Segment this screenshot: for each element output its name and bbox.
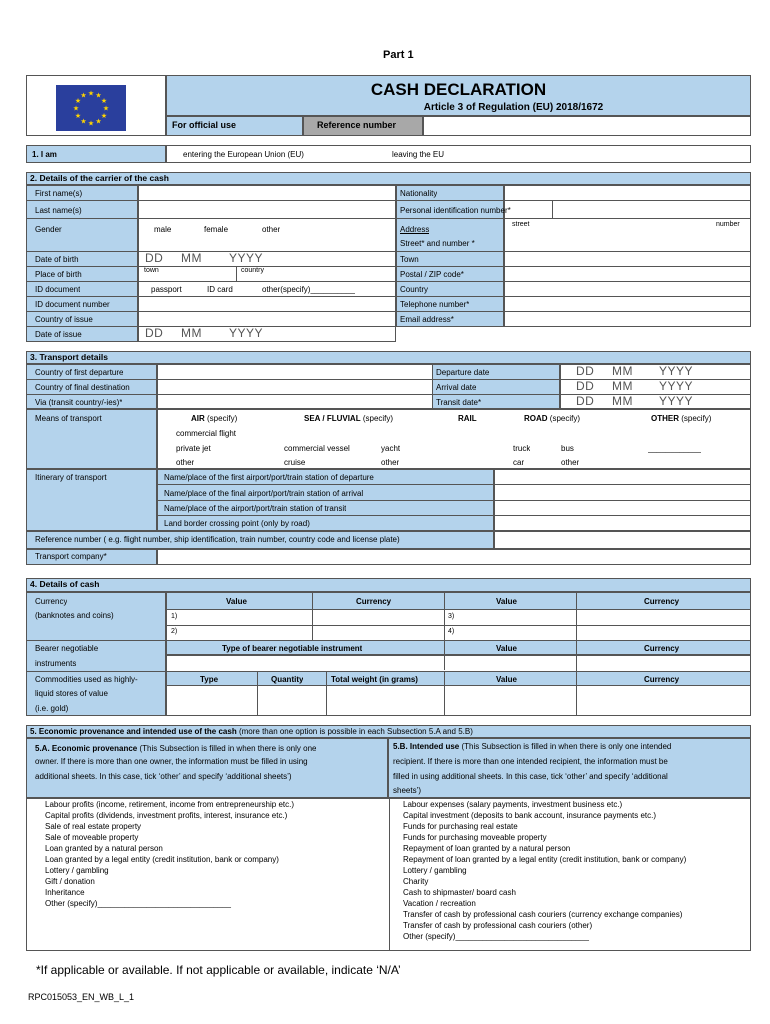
section3-body: [26, 364, 751, 565]
passport-option[interactable]: passport: [151, 285, 182, 294]
commodities-label-2: liquid stores of value: [35, 689, 108, 698]
issue-yyyy[interactable]: YYYY: [229, 326, 264, 340]
section5b-note1: (This Subsection is filled in when there is only one intended: [461, 742, 672, 751]
row-3-marker: 3): [448, 613, 455, 620]
intended-use-option[interactable]: Cash to shipmaster/ board cash: [403, 888, 516, 897]
address-label: Address: [400, 225, 430, 234]
section5-header-box: [26, 725, 751, 738]
commercial-vessel-option[interactable]: commercial vessel: [284, 444, 350, 453]
means-label: Means of transport: [35, 414, 102, 423]
final-destination-label: Country of final destination: [35, 383, 130, 392]
intended-use-option[interactable]: Funds for purchasing moveable property: [403, 833, 547, 842]
air-heading: AIR: [191, 414, 205, 423]
provenance-option[interactable]: Labour profits (income, retirement, income from entrepreneurship etc.): [45, 800, 294, 809]
dob-label: Date of birth: [35, 255, 79, 264]
arr-dd[interactable]: DD: [576, 379, 595, 393]
row-2-marker: 2): [171, 628, 178, 635]
commodities-label-1: Commodities used as highly-: [35, 675, 138, 684]
section1-label-box: [26, 145, 166, 163]
provenance-option[interactable]: Sale of real estate property: [45, 822, 142, 831]
comm-type-header: Type: [200, 675, 219, 684]
town-label: Town: [400, 255, 419, 264]
section1-label: 1. I am: [32, 150, 57, 159]
eu-star: ★: [95, 117, 102, 126]
other-road-option[interactable]: other: [561, 458, 580, 467]
yacht-option[interactable]: yacht: [381, 444, 401, 453]
road-specify: (specify): [549, 414, 581, 423]
transit-date-label: Transit date*: [436, 398, 482, 407]
pob-label: Place of birth: [35, 270, 82, 279]
issue-mm[interactable]: MM: [181, 326, 202, 340]
company-input[interactable]: [157, 549, 751, 565]
bni-label: Bearer negotiable: [35, 644, 99, 653]
eu-star: ★: [80, 117, 87, 126]
arr-mm[interactable]: MM: [612, 379, 633, 393]
s2-right-values: [504, 185, 751, 327]
transit-mm[interactable]: MM: [612, 394, 633, 408]
other-sea-option[interactable]: other: [381, 458, 400, 467]
intended-use-option[interactable]: Transfer of cash by professional cash couriers (other): [403, 921, 593, 930]
s2-left-values: [138, 185, 396, 342]
section2-body: [26, 185, 751, 342]
id-other-option[interactable]: other(specify)__________: [262, 285, 355, 294]
bni-type-header: Type of bearer negotiable instrument: [222, 644, 363, 653]
banknotes-label: (banknotes and coins): [35, 611, 114, 620]
section5-header: 5. Economic provenance and intended use of the cash: [30, 727, 237, 736]
section5b-head: [388, 738, 751, 798]
intended-use-list: [403, 799, 686, 942]
eu-star: ★: [72, 104, 80, 113]
commodities-label-3: (i.e. gold): [35, 704, 69, 713]
issue-dd[interactable]: DD: [145, 326, 164, 340]
sea-specify: (specify): [362, 414, 394, 423]
eu-star: ★: [100, 112, 108, 120]
postal-label: Postal / ZIP code*: [400, 270, 464, 279]
provenance-option[interactable]: Loan granted by a legal entity (credit institution, bank or company): [45, 855, 279, 864]
bus-option[interactable]: bus: [561, 444, 574, 453]
road-heading: ROAD: [524, 414, 548, 423]
country-issue-label: Country of issue: [35, 315, 93, 324]
number-field[interactable]: number: [716, 221, 740, 228]
sea-heading: SEA / FLUVIAL: [304, 414, 361, 423]
part-label: Part 1: [383, 49, 414, 61]
footnote: *If applicable or available. If not applicable or available, indicate ‘N/A’: [36, 963, 401, 977]
cruise-option[interactable]: cruise: [284, 458, 306, 467]
intended-use-option[interactable]: Repayment of loan granted by a legal entity (credit institution, bank or company): [403, 855, 687, 864]
itinerary-transit-label: Name/place of the airport/port/train station of transit: [164, 504, 347, 513]
air-specify: (specify): [207, 414, 238, 423]
car-option[interactable]: car: [513, 458, 525, 467]
reference-input[interactable]: [423, 116, 751, 136]
transit-yyyy[interactable]: YYYY: [659, 394, 694, 408]
eu-star: ★: [87, 119, 95, 128]
dep-dd[interactable]: DD: [576, 364, 595, 378]
provenance-list: [45, 799, 294, 909]
arrival-date-label: Arrival date: [436, 383, 477, 392]
reference-label: Reference number: [317, 120, 397, 130]
eu-star: ★: [74, 112, 82, 120]
comm-quantity-header: Quantity: [271, 675, 304, 684]
phone-label: Telephone number*: [400, 300, 470, 309]
comm-currency-header: Currency: [644, 675, 680, 684]
gender-other-option[interactable]: other: [262, 225, 281, 234]
currency-label: Currency: [35, 597, 68, 606]
pob-country[interactable]: country: [241, 267, 264, 274]
reference-box: [303, 116, 423, 136]
provenance-option[interactable]: Capital profits (dividends, investment profits, interest, insurance etc.): [45, 811, 288, 820]
bni-label-2: instruments: [35, 659, 77, 668]
dob-yyyy[interactable]: YYYY: [229, 251, 264, 265]
section5a-note2: owner. If there is more than one owner, the information must be filled in using: [35, 757, 308, 766]
value-header-2: Value: [496, 597, 517, 606]
provenance-option[interactable]: Sale of moveable property: [45, 833, 139, 842]
other-specify: (specify): [681, 414, 712, 423]
street-number-label: Street* and number *: [400, 239, 475, 248]
intended-use-option[interactable]: Lottery / gambling: [403, 866, 467, 875]
intended-use-option[interactable]: Other (specify)______________________________: [403, 932, 589, 941]
date-issue-label: Date of issue: [35, 330, 82, 339]
official-use-box: [166, 116, 303, 136]
section4-body: [26, 592, 751, 716]
id-card-option[interactable]: ID card: [207, 285, 233, 294]
dep-yyyy[interactable]: YYYY: [659, 364, 694, 378]
first-name-label: First name(s): [35, 189, 83, 198]
section3-header: 3. Transport details: [26, 351, 751, 364]
eu-star: ★: [74, 97, 82, 105]
comm-weight-header: Total weight (in grams): [331, 675, 418, 684]
intended-use-option[interactable]: Charity: [403, 877, 429, 886]
provenance-option[interactable]: Inheritance: [45, 888, 85, 897]
comm-value-header: Value: [496, 675, 517, 684]
other-air-option[interactable]: other: [176, 458, 195, 467]
private-jet-option[interactable]: private jet: [176, 444, 211, 453]
first-departure-label: Country of first departure: [35, 368, 124, 377]
eu-star: ★: [100, 97, 108, 105]
eu-star: ★: [87, 89, 95, 98]
itinerary-arrival-label: Name/place of the final airport/port/train station of arrival: [164, 489, 364, 498]
section1-options: [166, 145, 751, 163]
title-box: [166, 75, 751, 116]
rail-heading[interactable]: RAIL: [458, 414, 477, 423]
last-name-label: Last name(s): [35, 206, 82, 215]
company-label: Transport company*: [35, 552, 107, 561]
refnum-label: Reference number ( e.g. flight number, ship identification, train number, country code and license plate): [35, 535, 400, 544]
pin-label: Personal identification number*: [400, 206, 511, 215]
intended-use-option[interactable]: Vacation / recreation: [403, 899, 476, 908]
currency-header-2: Currency: [644, 597, 680, 606]
intended-use-option[interactable]: Labour expenses (salary payments, investment business etc.): [403, 800, 623, 809]
row-1-marker: 1): [171, 613, 178, 620]
itinerary-label: Itinerary of transport: [35, 473, 107, 482]
bni-value-header: Value: [496, 644, 517, 653]
arr-yyyy[interactable]: YYYY: [659, 379, 694, 393]
id-doc-num-label: ID document number: [35, 300, 110, 309]
dob-mm[interactable]: MM: [181, 251, 202, 265]
provenance-option[interactable]: Lottery / gambling: [45, 866, 109, 875]
email-label: Email address*: [400, 315, 454, 324]
eu-flag-box: [26, 75, 166, 136]
bni-currency-header: Currency: [644, 644, 680, 653]
itinerary-border-label: Land border crossing point (only by road): [164, 519, 310, 528]
dob-dd[interactable]: DD: [145, 251, 164, 265]
eu-star: ★: [95, 91, 102, 100]
official-use-label: For official use: [172, 120, 237, 130]
country-label: Country: [400, 285, 429, 294]
other-transport-heading: OTHER: [651, 414, 679, 423]
section5b-note3: filled in using additional sheets. In this case, tick ‘other’ and specify ‘additional: [393, 772, 668, 781]
intended-use-option[interactable]: Transfer of cash by professional cash couriers (currency exchange companies): [403, 910, 683, 919]
gender-label: Gender: [35, 225, 62, 234]
provenance-option[interactable]: Gift / donation: [45, 877, 95, 886]
dep-mm[interactable]: MM: [612, 364, 633, 378]
via-label: Via (transit country/-ies)*: [35, 398, 123, 407]
eu-star: ★: [102, 104, 110, 113]
section5b-note4: sheets’): [393, 786, 422, 795]
intended-use-option[interactable]: Repayment of loan granted by a natural person: [403, 844, 571, 853]
section5-lists: [26, 798, 751, 951]
transit-dd[interactable]: DD: [576, 394, 595, 408]
departure-date-label: Departure date: [436, 368, 490, 377]
intended-use-option[interactable]: Funds for purchasing real estate: [403, 822, 518, 831]
currency-header-1: Currency: [356, 597, 392, 606]
pob-town[interactable]: town: [144, 267, 159, 274]
gender-female-option[interactable]: female: [204, 225, 229, 234]
form-title: CASH DECLARATION: [370, 80, 547, 99]
eu-flag-icon: [56, 85, 126, 131]
form-code: RPC015053_EN_WB_L_1: [28, 992, 135, 1002]
provenance-option[interactable]: Loan granted by a natural person: [45, 844, 163, 853]
provenance-option[interactable]: Other (specify)______________________________: [45, 899, 231, 908]
leaving-eu-option[interactable]: leaving the EU: [392, 150, 445, 159]
entering-eu-option[interactable]: entering the European Union (EU): [183, 150, 304, 159]
id-doc-label: ID document: [35, 285, 81, 294]
refnum-input[interactable]: [494, 531, 751, 549]
section4-header: 4. Details of cash: [26, 578, 751, 592]
itinerary-departure-label: Name/place of the first airport/port/train station of departure: [164, 473, 374, 482]
eu-star: ★: [80, 91, 87, 100]
section2-header: 2. Details of the carrier of the cash: [26, 172, 751, 185]
street-field[interactable]: street: [512, 221, 530, 228]
section5-note: (more than one option is possible in each Subsection 5.A and 5.B): [238, 727, 473, 736]
section5a-note3: additional sheets. In this case, tick ‘other’ and specify ‘additional sheets’): [35, 772, 292, 781]
form-subtitle: Article 3 of Regulation (EU) 2018/1672: [423, 102, 604, 113]
section5b-note2: recipient. If there is more than one intended recipient, the information must be: [393, 757, 668, 766]
section5a-head: [26, 738, 388, 798]
intended-use-option[interactable]: Capital investment (deposits to bank account, insurance payments etc.): [403, 811, 657, 820]
other-transport-field[interactable]: ____________: [648, 444, 702, 453]
truck-option[interactable]: truck: [513, 444, 531, 453]
gender-male-option[interactable]: male: [154, 225, 172, 234]
section5b-title: 5.B. Intended use: [393, 742, 460, 751]
row-4-marker: 4): [448, 628, 455, 635]
nationality-label: Nationality: [400, 189, 438, 198]
commercial-flight-option[interactable]: commercial flight: [176, 429, 237, 438]
section5a-note1: (This Subsection is filled in when there is only one: [139, 744, 317, 753]
value-header-1: Value: [226, 597, 247, 606]
section5a-title: 5.A. Economic provenance: [35, 744, 138, 753]
